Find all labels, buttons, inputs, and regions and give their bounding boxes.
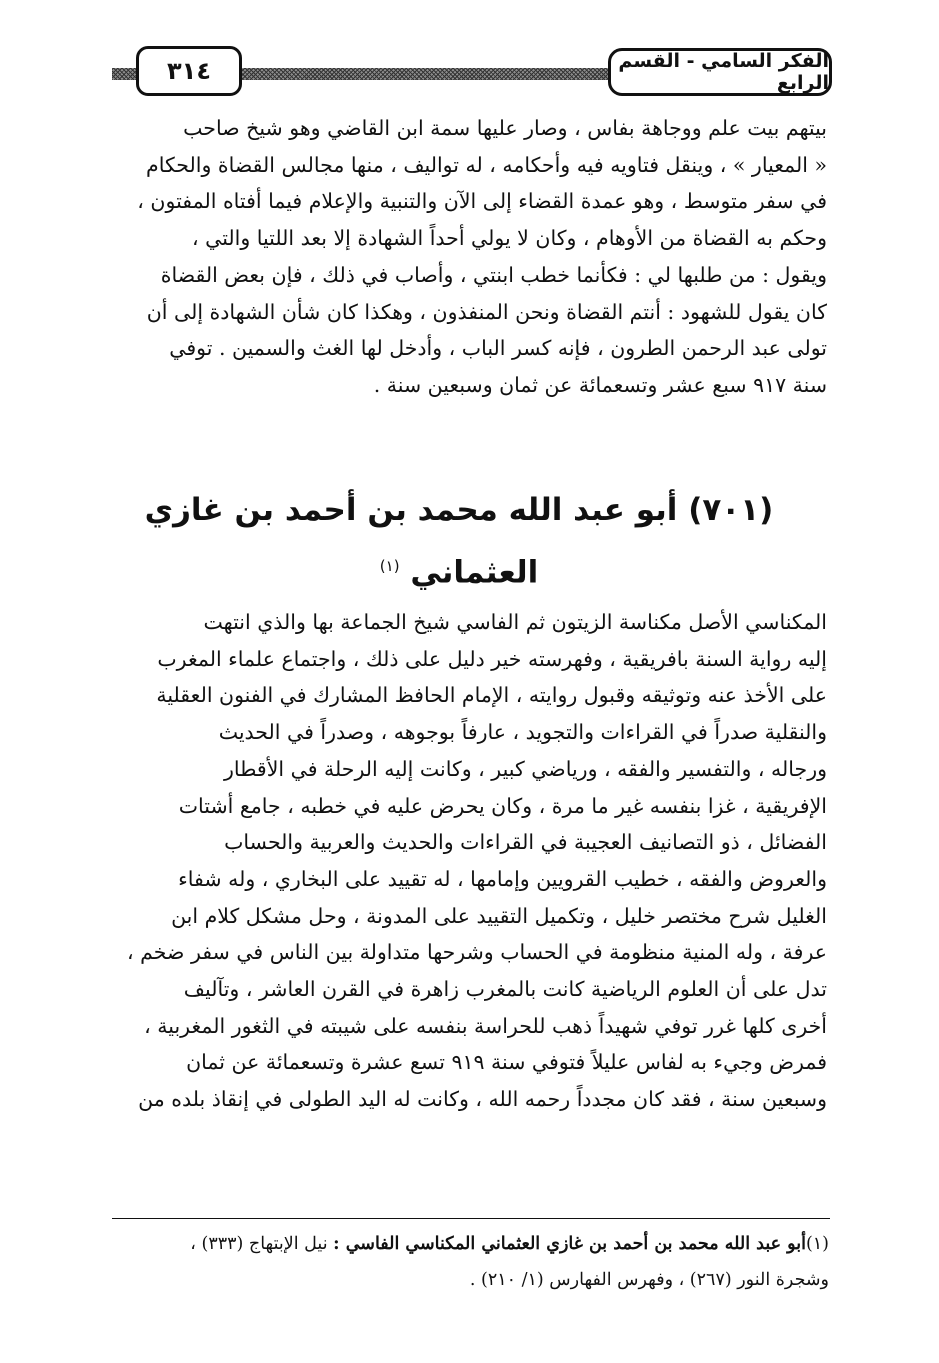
text-line: الغليل شرح مختصر خليل ، وتكميل التقييد على المدونة ، وحل مشكل كلام ابن bbox=[171, 903, 827, 928]
footnote-line bbox=[109, 1226, 829, 1262]
entry-biography bbox=[112, 604, 827, 1118]
entry-heading-line: (٧٠١) أبو عبد الله محمد بن أحمد بن غازي bbox=[144, 492, 774, 528]
footnote-subject: أبو عبد الله محمد بن أحمد بن غازي العثماني المكناسي الفاسي : bbox=[333, 1234, 806, 1254]
text-line: والنقلية صدراً في القراءات والتجويد ، عارفاً بوجوهه ، وصدراً في الحديث bbox=[218, 720, 827, 745]
entry-heading bbox=[129, 482, 789, 600]
footnote-sources: نيل الإبتهاج (٣٣٣) ، bbox=[190, 1234, 334, 1254]
text-line: أخرى كلها غرر توفي شهيداً ذهب للحراسة بنفسه على شيبته في الثغور المغربية ، bbox=[144, 1013, 827, 1038]
text-line: تولى عبد الرحمن الطرون ، فإنه كسر الباب ، وأدخل لها الغث والسمين . توفي bbox=[169, 336, 827, 361]
page-number: ٣١٤ bbox=[167, 57, 211, 85]
text-line: وحكم به القضاة من الأوهام ، وكان لا يولي أحداً الشهادة إلا بعد اللتيا والتي ، bbox=[191, 226, 827, 251]
text-line: فمرض وجيء به لفاس عليلاً فتوفي سنة ٩١٩ تسع عشرة وتسعمائة عن ثمان bbox=[186, 1050, 827, 1075]
text-line: ويقول : من طلبها لي : فكأنما خطب ابنتي ، وأصاب في ذلك ، فإن بعض القضاة bbox=[160, 262, 827, 287]
text-line: على الأخذ عنه وتوثيقه وقبول روايته ، الإمام الحافظ المشارك في الفنون العقلية bbox=[156, 683, 827, 708]
footnote bbox=[109, 1226, 829, 1298]
text-line: إليه رواية السنة بافريقية ، وفهرسته خير دليل على ذلك ، واجتماع علماء المغرب bbox=[157, 646, 827, 671]
footnote-divider bbox=[112, 1218, 830, 1219]
page-header bbox=[112, 40, 832, 92]
text-line: تدل على أن العلوم الرياضية كانت بالمغرب زاهرة في القرن العاشر ، وتآليف bbox=[183, 977, 827, 1002]
text-line: سنة ٩١٧ سبع عشر وتسعمائة عن ثمان وسبعين سنة . bbox=[373, 372, 827, 397]
text-line: عرفة ، وله المنية منظومة في الحساب وشرحها متداولة بين الناس في سفر ضخم ، bbox=[127, 940, 827, 965]
footnote-reference[interactable]: (١) bbox=[379, 557, 400, 575]
entry-heading-line bbox=[129, 538, 789, 600]
text-line: المكناسي الأصل مكناسة الزيتون ثم الفاسي شيخ الجماعة بها والذي انتهت bbox=[203, 610, 827, 634]
running-title-text: الفكر السامي - القسم الرابع bbox=[618, 50, 829, 94]
footnote-line: وشجرة النور (٢٦٧) ، وفهرس الفهارس (١/ ٢١٠) . bbox=[469, 1270, 829, 1290]
text-line: « المعيار » ، وينقل فتاويه فيه وأحكامه ، له تواليف ، منها مجالس القضاة والحكام bbox=[146, 152, 827, 177]
footnote-marker: (١) bbox=[805, 1234, 829, 1254]
running-title bbox=[608, 48, 832, 96]
text-line: كان يقول للشهود : أنتم القضاة ونحن المنفذون ، وهكذا كان شأن الشهادة إلى أن bbox=[146, 299, 827, 324]
text-line: الفضائل ، ذو التصانيف العجيبة في القراءات والحديث والعربية والحساب bbox=[224, 830, 827, 855]
text-line: والعروض والفقه ، خطيب القرويين وإمامها ، له تقييد على البخاري ، وله شفاء bbox=[178, 866, 827, 891]
text-line: بيتهم بيت علم ووجاهة بفاس ، وصار عليها سمة ابن القاضي وهو شيخ صاحب bbox=[183, 116, 827, 140]
text-line: وسبعين سنة ، فقد كان مجدداً رحمه الله ، وكانت له اليد الطولى في إنقاذ بلده من bbox=[138, 1087, 827, 1112]
page-number-box bbox=[136, 46, 242, 96]
text-line: ورجاله ، والتفسير والفقه ، ورياضي كبير ، وكانت إليه الرحلة في الأقطار bbox=[223, 756, 827, 781]
text-line: في سفر متوسط ، وهو عمدة القضاء إلى الآن والتنبية والإعلام فيما أفتاه المفتون ، bbox=[137, 189, 827, 214]
entry-heading-name: العثماني bbox=[410, 554, 539, 591]
text-line: الإفريقية ، غزا بنفسه غير ما مرة ، وكان يحرض عليه في خطبه ، جامع أشتات bbox=[178, 793, 827, 818]
paragraph-continuation bbox=[112, 110, 827, 404]
